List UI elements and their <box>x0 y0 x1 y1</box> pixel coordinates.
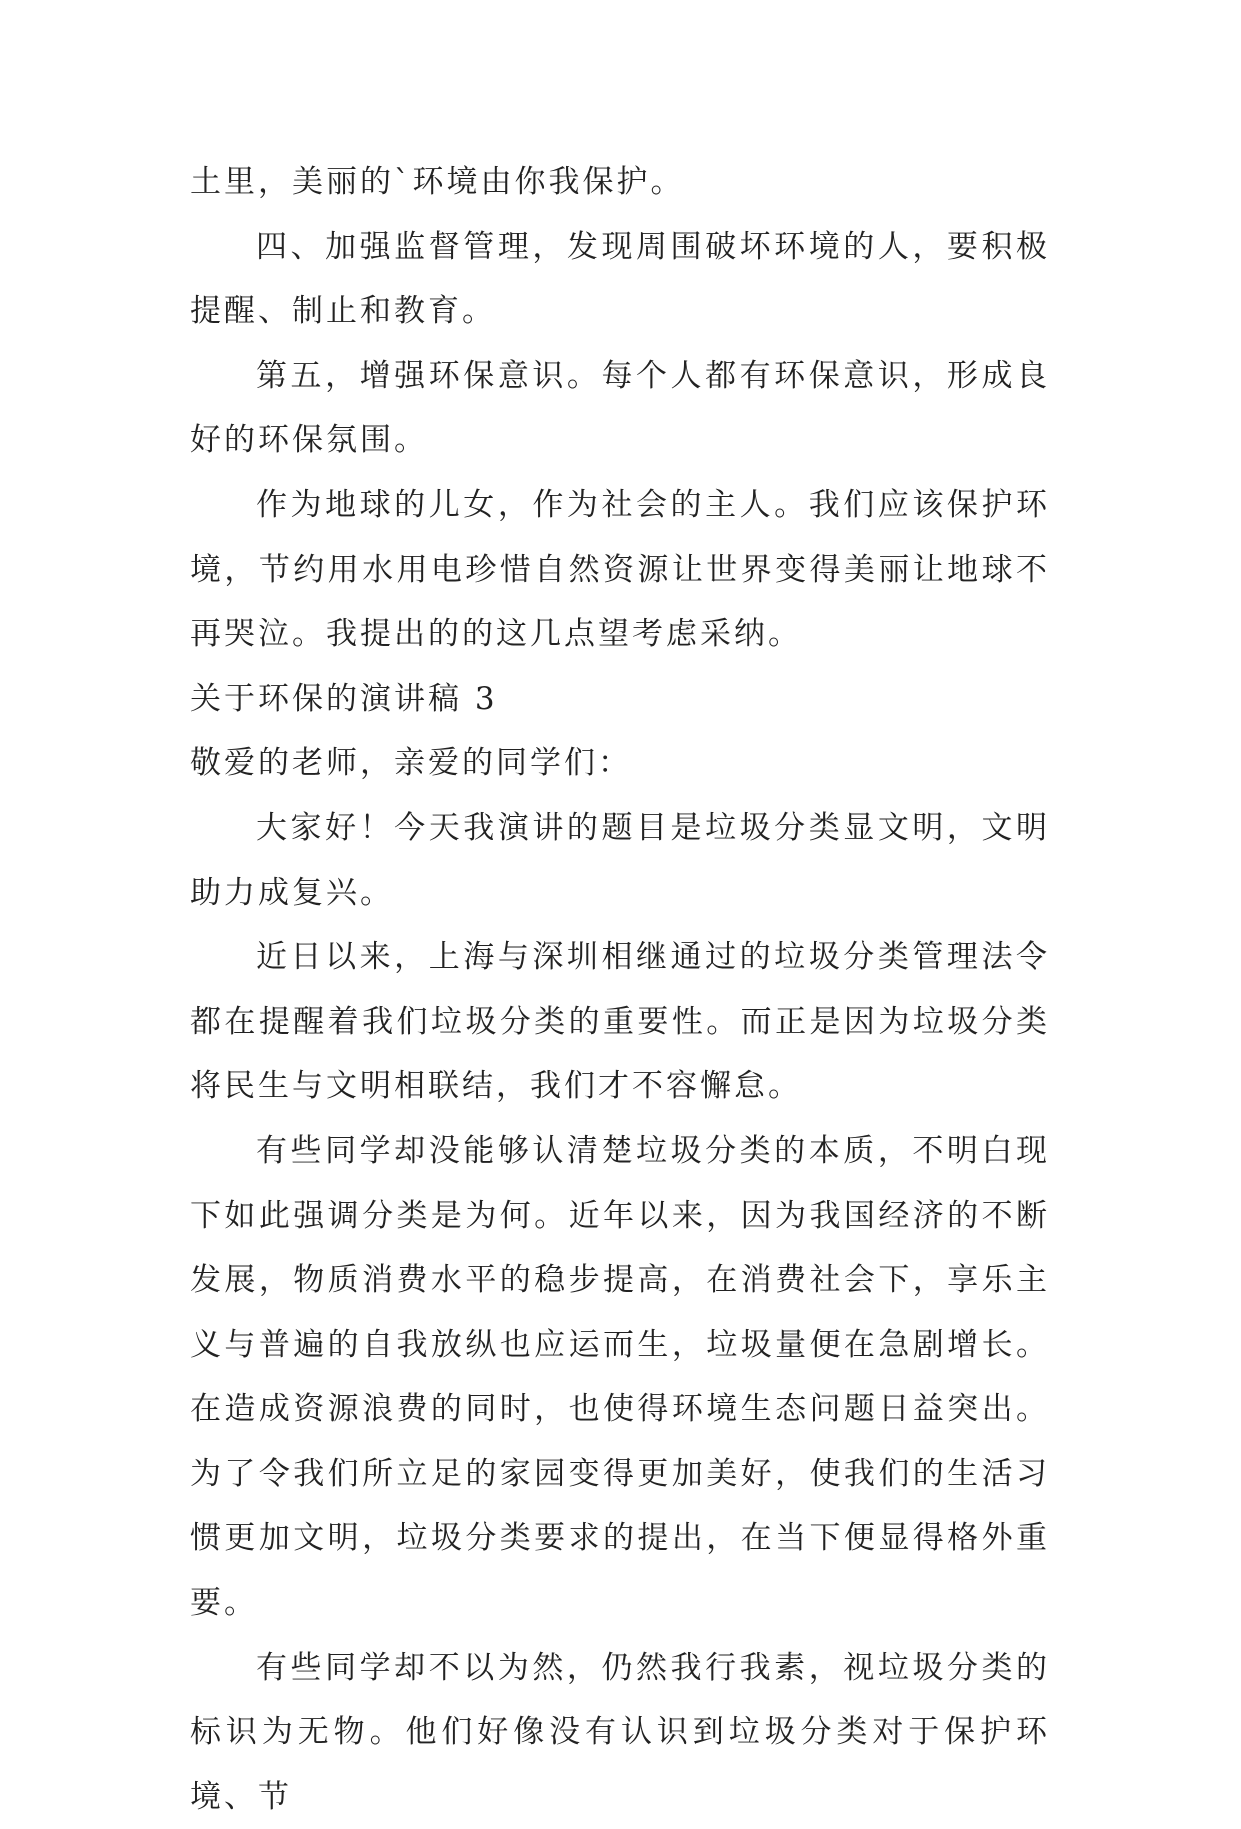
paragraph: 有些同学却没能够认清楚垃圾分类的本质，不明白现下如此强调分类是为何。近年以来，因为我国经济的不断发展，物质消费水平的稳步提高，在消费社会下，享乐主义与普遍的自我放纵也应运而生，垃圾量便在急剧增长。在造成资源浪费的同时，也使得环境生态问题日益突出。为了令我们所立足的家园变得更加美好，使我们的生活习惯更加文明，垃圾分类要求的提出，在当下便显得格外重要。 <box>190 1132 1050 1622</box>
paragraph: 第五，增强环保意识。每个人都有环保意识，形成良好的环保氛围。 <box>190 357 1050 459</box>
salutation: 敬爱的老师，亲爱的同学们： <box>190 745 632 782</box>
section-title: 关于环保的演讲稿 3 <box>190 680 498 717</box>
paragraph: 近日以来，上海与深圳相继通过的垃圾分类管理法令都在提醒着我们垃圾分类的重要性。而正是因为垃圾分类将民生与文明相联结，我们才不容懈怠。 <box>190 939 1050 1105</box>
document-body <box>190 150 1050 1829</box>
paragraph: 大家好！今天我演讲的题目是垃圾分类显文明，文明助力成复兴。 <box>190 809 1050 911</box>
paragraph: 作为地球的儿女，作为社会的主人。我们应该保护环境，节约用水用电珍惜自然资源让世界变得美丽让地球不再哭泣。我提出的的这几点望考虑采纳。 <box>190 486 1050 653</box>
paragraph: 四、加强监督管理，发现周围破坏环境的人，要积极提醒、制止和教育。 <box>190 228 1050 330</box>
paragraph: 有些同学却不以为然，仍然我行我素，视垃圾分类的标识为无物。他们好像没有认识到垃圾分类对于保护环境、节 <box>190 1649 1050 1815</box>
paragraph: 土里，美丽的`环境由你我保护。 <box>190 164 685 200</box>
